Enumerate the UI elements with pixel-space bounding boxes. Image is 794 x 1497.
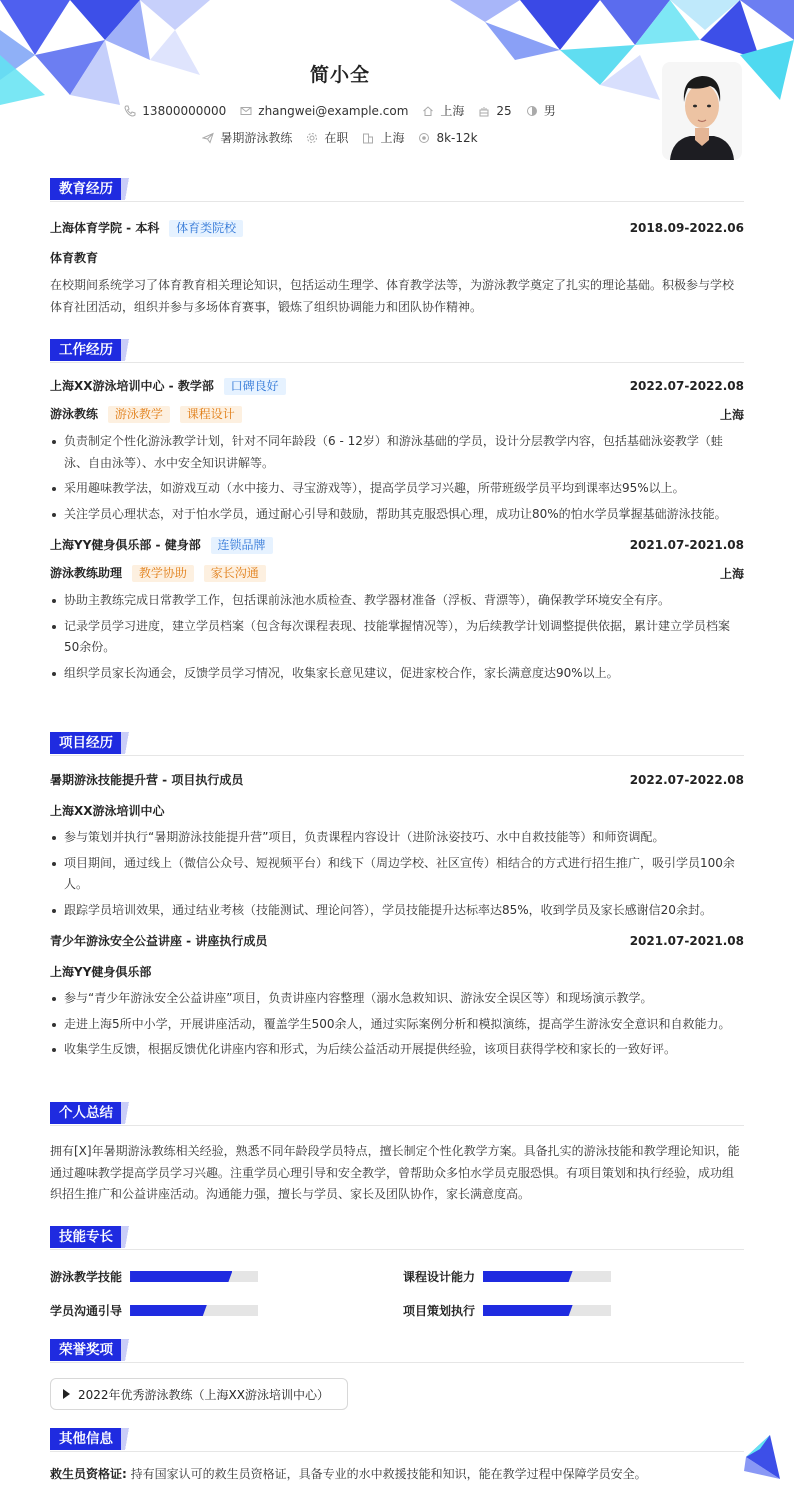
projects-section — [50, 732, 744, 1065]
section-title-tail — [121, 1339, 133, 1361]
role-tag: 游泳教学 — [108, 406, 170, 423]
contact-row — [0, 102, 680, 119]
skill-item — [50, 1268, 258, 1285]
education-header — [50, 178, 744, 202]
role-name: 游泳教练助理 — [50, 566, 123, 580]
project-name: 暑期游泳技能提升营 - 项目执行成员 — [50, 773, 244, 787]
skill-fill — [483, 1305, 573, 1316]
skills-header — [50, 1226, 744, 1250]
summary-section — [50, 1102, 744, 1206]
list-item: 参与“青少年游泳安全公益讲座”项目，负责讲座内容整理（溺水急救知识、游泳安全误区等）和现场演示教学。 — [50, 988, 744, 1010]
major: 体育教育 — [50, 251, 99, 265]
skills-section — [50, 1226, 744, 1326]
company-tag: 口碑良好 — [224, 378, 286, 395]
school-name: 上海体育学院 - 本科 — [50, 221, 160, 235]
corner-decoration — [740, 1435, 780, 1479]
education-section — [50, 178, 744, 318]
age-icon — [478, 105, 490, 117]
project-row — [50, 771, 744, 788]
skill-name: 游泳教学技能 — [50, 1270, 123, 1284]
list-item: 跟踪学员培训效果，通过结业考核（技能测试、理论问答），学员技能提升达标率达85%，收到学员及家长感谢信20余封。 — [50, 900, 744, 922]
role-row — [50, 564, 744, 582]
job-bullets — [50, 431, 744, 525]
salary-text: 8k-12k — [436, 130, 478, 145]
skill-name: 课程设计能力 — [403, 1270, 476, 1284]
role-line — [50, 564, 266, 582]
list-item: 走进上海5所中小学，开展讲座活动，覆盖学生500余人，通过实际案例分析和模拟演练，提高学生游泳安全意识和自救能力。 — [50, 1014, 744, 1036]
section-title-tail — [121, 1226, 133, 1248]
resume-header — [0, 0, 794, 160]
work-section — [50, 339, 744, 688]
intent-row — [0, 129, 680, 146]
list-item: 记录学员学习进度，建立学员档案（包含每次课程表现、技能掌握情况等），为后续教学计划调整提供依据，累计建立学员档案50余份。 — [50, 616, 744, 659]
age-text: 25 — [496, 103, 512, 118]
project-row — [50, 932, 744, 949]
section-title-tail — [121, 1428, 133, 1450]
skill-item — [403, 1268, 611, 1285]
project-bullets — [50, 988, 744, 1061]
project-date: 2022.07-2022.08 — [629, 772, 744, 787]
skills-title: 技能专长 — [50, 1226, 122, 1248]
school-tag: 体育类院校 — [169, 220, 243, 237]
skill-bar — [130, 1271, 258, 1282]
phone-icon — [124, 105, 136, 117]
role-tag: 教学协助 — [132, 565, 194, 582]
job-bullets — [50, 590, 744, 684]
project-name: 青少年游泳安全公益讲座 - 讲座执行成员 — [50, 934, 268, 948]
school-line — [50, 219, 243, 237]
skill-name: 项目策划执行 — [403, 1304, 476, 1318]
list-item: 关注学员心理状态，对于怕水学员，通过耐心引导和鼓励，帮助其克服恐惧心理，成功让80%的怕水学员掌握基础游泳技能。 — [50, 504, 744, 526]
list-item: 组织学员家长沟通会，反馈学员学习情况，收集家长意见建议，促进家校合作，家长满意度达90%以上。 — [50, 663, 744, 685]
coin-icon — [418, 132, 430, 144]
awards-header — [50, 1339, 744, 1363]
section-title-tail — [121, 1102, 133, 1124]
gender-icon — [526, 105, 538, 117]
paper-plane-icon — [202, 132, 214, 144]
job-city: 上海 — [719, 407, 744, 422]
role-tag: 课程设计 — [180, 406, 242, 423]
job-row — [50, 377, 744, 395]
list-item: 协助主教练完成日常教学工作，包括课前泳池水质检查、教学器材准备（浮板、背漂等），确保教学环境安全有序。 — [50, 590, 744, 612]
section-title-tail — [121, 178, 133, 200]
job-city: 上海 — [719, 566, 744, 581]
job-date: 2021.07-2021.08 — [629, 538, 744, 552]
building-icon — [362, 132, 374, 144]
mail-icon — [240, 105, 252, 117]
status-text: 在职 — [324, 131, 349, 145]
role-tag: 家长沟通 — [204, 565, 266, 582]
skill-bar — [483, 1305, 611, 1316]
project-bullets — [50, 827, 744, 921]
role-name: 游泳教练 — [50, 407, 99, 421]
skill-fill — [130, 1305, 207, 1316]
list-item: 收集学生反馈，根据反馈优化讲座内容和形式，为后续公益活动开展提供经验，该项目获得学校和家长的一致好评。 — [50, 1039, 744, 1061]
work-header — [50, 339, 744, 363]
project-org: 上海XX游泳培训中心 — [50, 804, 165, 818]
skill-bar — [130, 1305, 258, 1316]
email-item — [240, 104, 408, 118]
company-line — [50, 377, 286, 395]
job-date: 2022.07-2022.08 — [629, 379, 744, 393]
target-city-item — [362, 129, 404, 146]
section-title-tail — [121, 732, 133, 754]
other-text: 持有国家认可的救生员资格证，具备专业的水中救援技能和知识，能在教学过程中保障学员安全。 — [130, 1467, 647, 1481]
target-city-text: 上海 — [380, 131, 405, 145]
awards-title: 荣誉奖项 — [50, 1339, 122, 1361]
education-description: 在校期间系统学习了体育教育相关理论知识，包括运动生理学、体育教学法等，为游泳教学奠定了扎实的理论基础。积极参与学校体育社团活动，组织并参与多场体育赛事，锻炼了组织协调能力和团队协作精神。 — [50, 278, 735, 314]
role-line — [50, 405, 242, 423]
summary-header — [50, 1102, 744, 1126]
gender-text: 男 — [543, 104, 556, 118]
award-list — [50, 1378, 744, 1410]
summary-text: 拥有[X]年暑期游泳教练相关经验，熟悉不同年龄段学员特点，擅长制定个性化教学方案。具备扎实的游泳技能和教学理论知识，能通过趣味教学提高学员学习兴趣。注重学员心理引导和安全教学，曾帮助众多怕水学员克服恐惧。有项目策划和执行经验，成功组织招生推广和公益讲座活动。沟通能力强，擅长与学员、家长及团队协作，家长满意度高。 — [50, 1144, 740, 1201]
home-icon — [422, 105, 434, 117]
company-name: 上海YY健身俱乐部 - 健身部 — [50, 538, 201, 552]
other-section — [50, 1428, 744, 1486]
project-date: 2021.07-2021.08 — [629, 933, 744, 948]
salary-item — [418, 131, 477, 145]
skill-bar — [483, 1271, 611, 1282]
other-line — [50, 1464, 744, 1486]
gender-item — [526, 102, 556, 119]
list-item: 项目期间，通过线上（微信公众号、短视频平台）和线下（周边学校、社区宣传）相结合的方式进行招生推广，吸引学员100余人。 — [50, 853, 744, 896]
section-title-tail — [121, 339, 133, 361]
location-item — [422, 102, 464, 119]
status-item — [306, 129, 348, 146]
job-row — [50, 536, 744, 554]
other-label: 救生员资格证: — [50, 1467, 127, 1481]
company-line — [50, 536, 273, 554]
list-item: 参与策划并执行“暑期游泳技能提升营”项目，负责课程内容设计（进阶泳姿技巧、水中自救技能等）和师资调配。 — [50, 827, 744, 849]
summary-title: 个人总结 — [50, 1102, 122, 1124]
profile-photo — [662, 62, 742, 160]
triangle-right-icon — [63, 1389, 70, 1399]
education-row — [50, 219, 744, 237]
education-title: 教育经历 — [50, 178, 122, 200]
age-item — [478, 104, 511, 118]
other-header — [50, 1428, 744, 1452]
location-text: 上海 — [440, 104, 465, 118]
skill-fill — [483, 1271, 573, 1282]
list-item: 采用趣味教学法，如游戏互动（水中接力、寻宝游戏等），提高学员学习兴趣，所带班级学员平均到课率达95%以上。 — [50, 478, 744, 500]
gear-icon — [306, 132, 318, 144]
skill-item — [403, 1302, 611, 1319]
role-row — [50, 405, 744, 423]
award-text: 2022年优秀游泳教练（上海XX游泳培训中心） — [78, 1387, 329, 1402]
email-text: zhangwei@example.com — [258, 103, 409, 118]
project-org: 上海YY健身俱乐部 — [50, 965, 152, 979]
company-tag: 连锁品牌 — [211, 537, 273, 554]
projects-header — [50, 732, 744, 756]
company-name: 上海XX游泳培训中心 - 教学部 — [50, 379, 214, 393]
awards-section — [50, 1339, 744, 1410]
target-job-text: 暑期游泳教练 — [220, 131, 293, 145]
skill-name: 学员沟通引导 — [50, 1304, 123, 1318]
other-title: 其他信息 — [50, 1428, 122, 1450]
award-item[interactable] — [50, 1378, 348, 1410]
phone-text: 13800000000 — [142, 103, 227, 118]
projects-title: 项目经历 — [50, 732, 122, 754]
list-item: 负责制定个性化游泳教学计划，针对不同年龄段（6 - 12岁）和游泳基础的学员，设计分层教学内容，包括基础泳姿教学（蛙泳、自由泳等）、水中安全知识讲解等。 — [50, 431, 744, 474]
skill-item — [50, 1302, 258, 1319]
phone-item — [124, 104, 226, 118]
candidate-name: 简小全 — [309, 64, 370, 86]
work-title: 工作经历 — [50, 339, 122, 361]
target-job-item — [202, 129, 292, 146]
skill-fill — [130, 1271, 232, 1282]
education-date: 2018.09-2022.06 — [629, 221, 744, 235]
